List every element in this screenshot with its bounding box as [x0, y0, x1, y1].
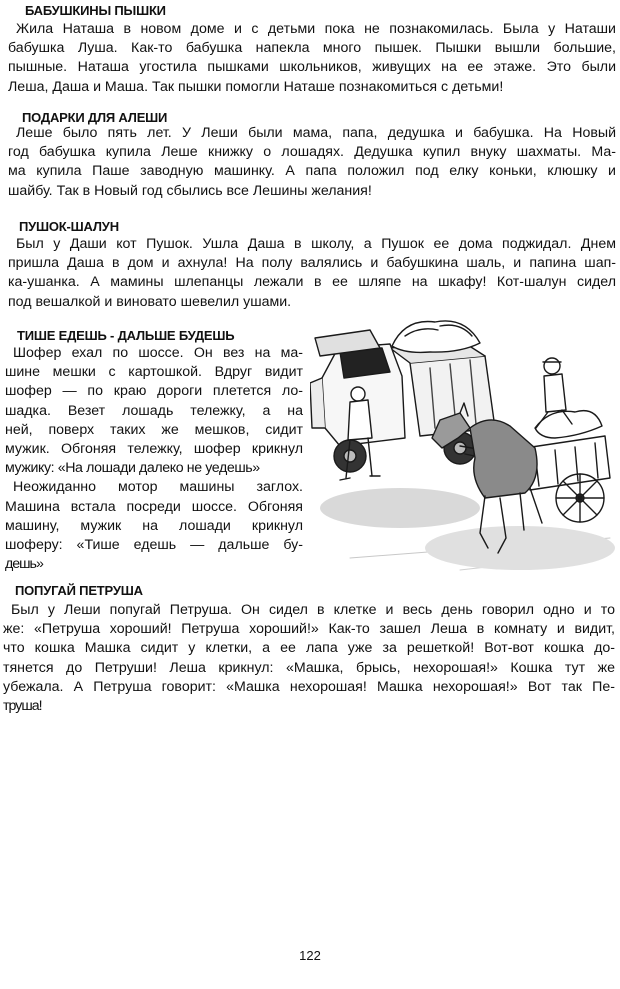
story-title-babushkiny-pyshki: БАБУШКИНЫ ПЫШКИ	[25, 3, 166, 18]
text-line: шадка. Везет лошадь тележку, а на	[5, 402, 303, 419]
story-text-tishe-edesh	[5, 344, 303, 574]
text-line: дешь»	[5, 556, 43, 573]
text-line: труша!	[3, 698, 42, 715]
text-line: Жила Наташа в новом доме и с детьми пока не познакомилась. Была у Наташи	[16, 21, 616, 37]
text-line: мужик. Обгоняя тележку, шофер крикнул	[5, 441, 303, 458]
text-line: шайбу. Так в Новый год сбылись все Лешины желания!	[8, 182, 372, 199]
text-line: тянется до Петруши! Леша крикнул: «Машка, брысь, нехорошая!» Кошка тут же	[3, 659, 615, 676]
story-title-podarki-dlya-aleshi: ПОДАРКИ ДЛЯ АЛЕШИ	[22, 110, 168, 125]
text-line: ма купила Паше заводную машинку. А папа положил под елку коньки, клюшку и	[8, 163, 616, 180]
text-line: шине мешки с картошкой. Вдруг видит	[5, 364, 303, 381]
story-title-tishe-edesh: ТИШЕ ЕДЕШЬ - ДАЛЬШЕ БУДЕШЬ	[17, 328, 235, 343]
truck-and-horse-cart-illustration	[310, 308, 616, 592]
text-line: Леше было пять лет. У Леши были мама, папа, дедушка и бабушка. На Новый	[16, 125, 616, 141]
story-title-popugai-petrusha: ПОПУГАЙ ПЕТРУША	[15, 583, 143, 598]
text-line: же: «Петруша хороший! Петруша хороший!» Как-то зашел Леша в комнату и видит,	[3, 621, 615, 638]
text-line: год бабушка купила Леше книжку о лошадях. Дедушка купил внуку шахматы. Ма-	[8, 144, 616, 161]
story-text-pushok-shalun	[8, 235, 616, 312]
story-text-popugai-petrusha	[3, 601, 615, 716]
text-line: под вешалкой и виновато шевелил ушами.	[8, 293, 292, 310]
text-line: пышные. Наташа угостила пышками школьников, живущих на ее этаже. Это были	[8, 59, 616, 76]
text-line: Неожиданно мотор машины заглох.	[13, 479, 303, 496]
text-line: ка-ушанка. А мамины шлепанцы лежали в ее шляпе на шкафу! Кот-шалун сидел	[8, 274, 616, 291]
story-title-pushok-shalun: ПУШОК-ШАЛУН	[19, 219, 119, 234]
text-line: что кошка Машка сидит у клетки, а ее лапа уже за решеткой! Вот-вот кошка до-	[3, 640, 615, 657]
text-line: убежала. А Петруша говорит: «Машка нехорошая! Машка нехорошая!» Вот так Пе-	[3, 678, 615, 695]
text-line: Был у Даши кот Пушок. Ушла Даша в школу, а Пушок ее дома поджидал. Днем	[16, 236, 616, 252]
text-line: Машина встала посреди шоссе. Обгоняя	[5, 498, 303, 515]
text-line: Леша, Даша и Маша. Так пышки помогли Наташе познакомиться с детьми!	[8, 78, 504, 95]
story-text-babushkiny-pyshki	[8, 20, 616, 97]
text-line: машину, мужик на лошади крикнул	[5, 517, 303, 534]
text-line: пришла Даша в дом и ахнула! На полу валялись и бабушкина шаль, и папина шап-	[8, 255, 616, 272]
text-line: мужику: «На лошади далеко не уедешь»	[5, 460, 260, 477]
page-number: 122	[299, 948, 321, 963]
text-line: ней, поверх таких же мешков, сидит	[5, 421, 303, 438]
text-line: Был у Леши попугай Петруша. Он сидел в клетке и весь день говорил одно и то	[11, 602, 615, 618]
text-line: шоферу: «Тише едешь — дальше бу-	[5, 537, 303, 554]
text-line: бабушка Луша. Как-то бабушка напекла много пышек. Пышки вышли большие,	[8, 40, 616, 57]
text-line: Шофер ехал по шоссе. Он вез на ма-	[13, 345, 303, 361]
story-text-podarki-dlya-aleshi	[8, 124, 616, 201]
text-line: шофер — по краю дороги плетется ло-	[5, 383, 303, 400]
